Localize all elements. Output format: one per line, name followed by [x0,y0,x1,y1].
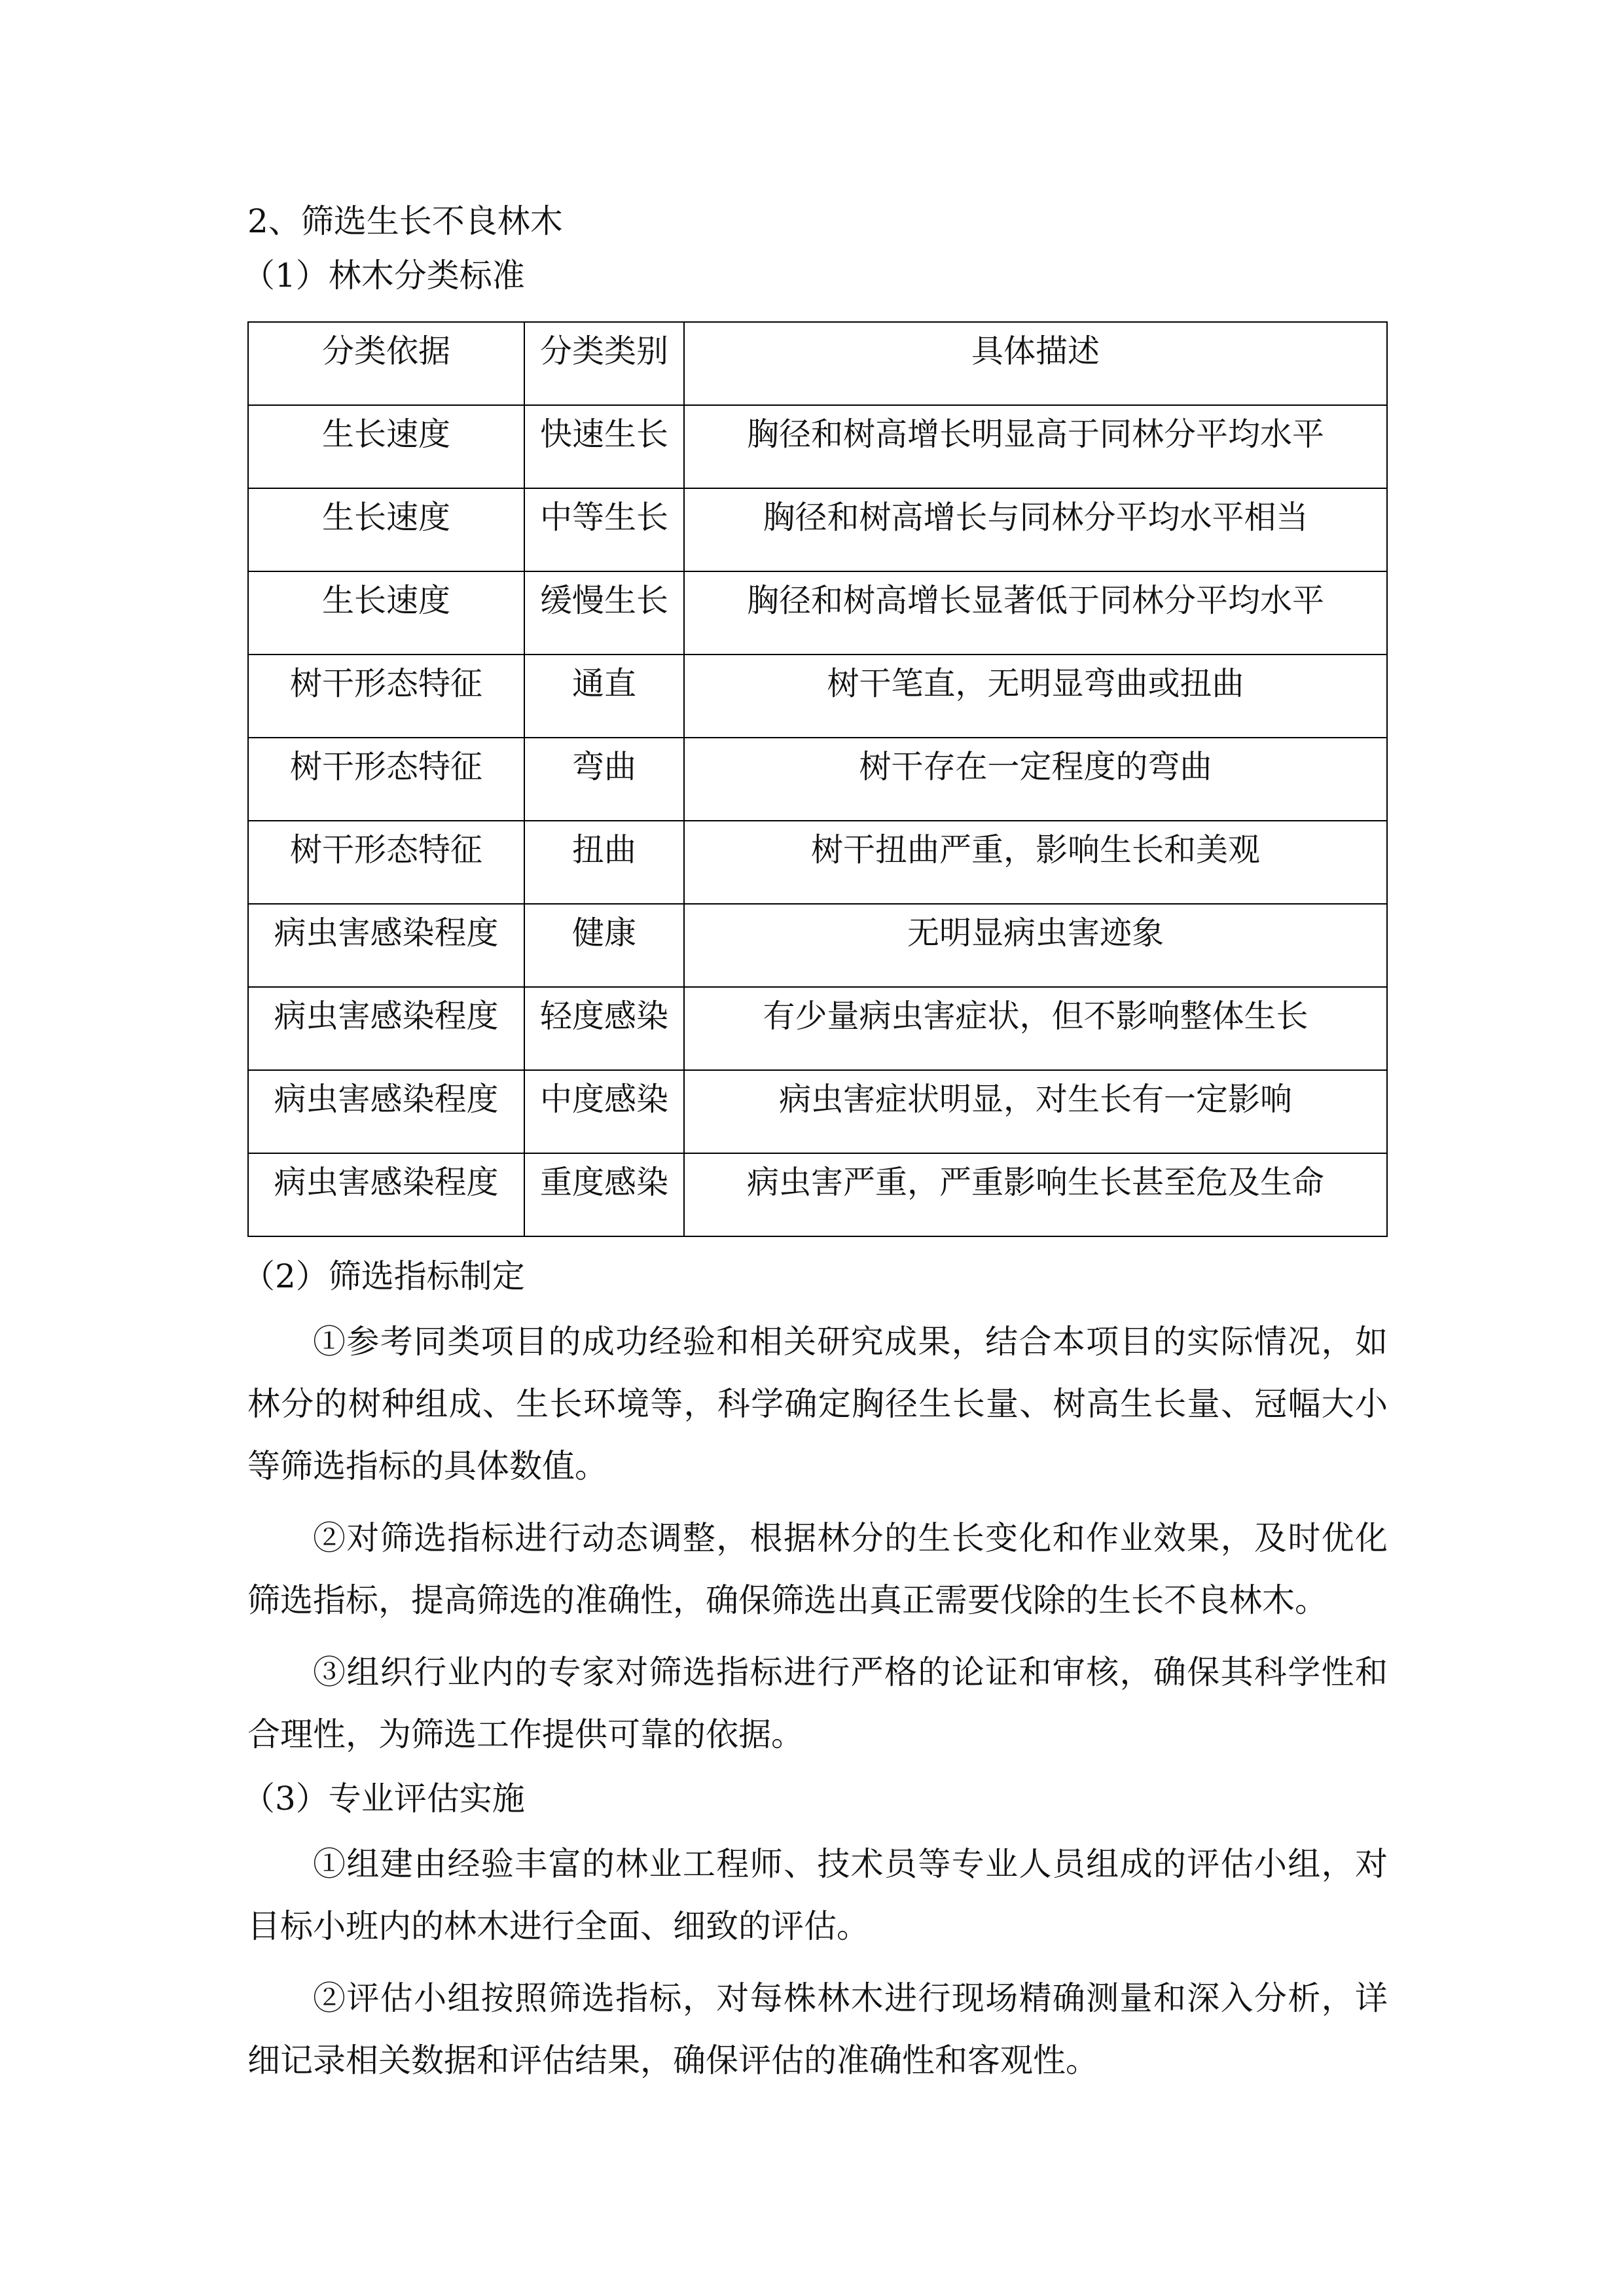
category-cell: 中度感染 [524,1070,684,1153]
table-row [248,655,1387,738]
description-cell: 病虫害严重，严重影响生长甚至危及生命 [684,1153,1387,1236]
paragraph: ①组建由经验丰富的林业工程师、技术员等专业人员组成的评估小组，对目标小班内的林木进行全面、细致的评估。 [247,1845,1388,1945]
description-cell: 胸径和树高增长与同林分平均水平相当 [684,488,1387,571]
table-header-row [248,322,1387,405]
basis-cell: 树干形态特征 [248,738,524,821]
table-row [248,904,1387,987]
basis-cell: 病虫害感染程度 [248,987,524,1070]
category-cell: 弯曲 [524,738,684,821]
subsection-title-2: （2）筛选指标制定 [242,1257,525,1295]
basis-cell: 病虫害感染程度 [248,1153,524,1236]
basis-cell: 病虫害感染程度 [248,1070,524,1153]
basis-cell: 生长速度 [248,488,524,571]
basis-cell: 树干形态特征 [248,821,524,904]
header-cell: 具体描述 [684,322,1387,405]
category-cell: 缓慢生长 [524,571,684,655]
section-title: 2、筛选生长不良林木 [247,202,563,240]
description-cell: 树干笔直，无明显弯曲或扭曲 [684,655,1387,738]
subsection-title-3: （3）专业评估实施 [242,1780,525,1818]
header-cell: 分类类别 [524,322,684,405]
table-row [248,1070,1387,1153]
description-cell: 树干存在一定程度的弯曲 [684,738,1387,821]
description-cell: 有少量病虫害症状，但不影响整体生长 [684,987,1387,1070]
table-row [248,1153,1387,1236]
table-row [248,738,1387,821]
table-row [248,488,1387,571]
category-cell: 通直 [524,655,684,738]
category-cell: 中等生长 [524,488,684,571]
table-row [248,987,1387,1070]
classification-table [247,321,1388,1237]
category-cell: 轻度感染 [524,987,684,1070]
document-body [242,0,1388,2092]
subsection-title-1: （1）林木分类标准 [242,257,525,295]
table-row [248,405,1387,488]
category-cell: 快速生长 [524,405,684,488]
category-cell: 健康 [524,904,684,987]
description-cell: 树干扭曲严重，影响生长和美观 [684,821,1387,904]
basis-cell: 生长速度 [248,405,524,488]
description-cell: 病虫害症状明显，对生长有一定影响 [684,1070,1387,1153]
paragraph: ①参考同类项目的成功经验和相关研究成果，结合本项目的实际情况，如林分的树种组成、生长环境等，科学确定胸径生长量、树高生长量、冠幅大小等筛选指标的具体数值。 [247,1323,1388,1485]
description-cell: 胸径和树高增长明显高于同林分平均水平 [684,405,1387,488]
paragraph: ②对筛选指标进行动态调整，根据林分的生长变化和作业效果，及时优化筛选指标，提高筛选的准确性，确保筛选出真正需要伐除的生长不良林木。 [247,1519,1388,1619]
basis-cell: 生长速度 [248,571,524,655]
paragraph: ③组织行业内的专家对筛选指标进行严格的论证和审核，确保其科学性和合理性，为筛选工作提供可靠的依据。 [247,1653,1388,1753]
basis-cell: 病虫害感染程度 [248,904,524,987]
category-cell: 重度感染 [524,1153,684,1236]
description-cell: 无明显病虫害迹象 [684,904,1387,987]
description-cell: 胸径和树高增长显著低于同林分平均水平 [684,571,1387,655]
paragraph: ②评估小组按照筛选指标，对每株林木进行现场精确测量和深入分析，详细记录相关数据和评估结果，确保评估的准确性和客观性。 [247,1979,1388,2079]
table-row [248,571,1387,655]
table-row [248,821,1387,904]
category-cell: 扭曲 [524,821,684,904]
basis-cell: 树干形态特征 [248,655,524,738]
header-cell: 分类依据 [248,322,524,405]
